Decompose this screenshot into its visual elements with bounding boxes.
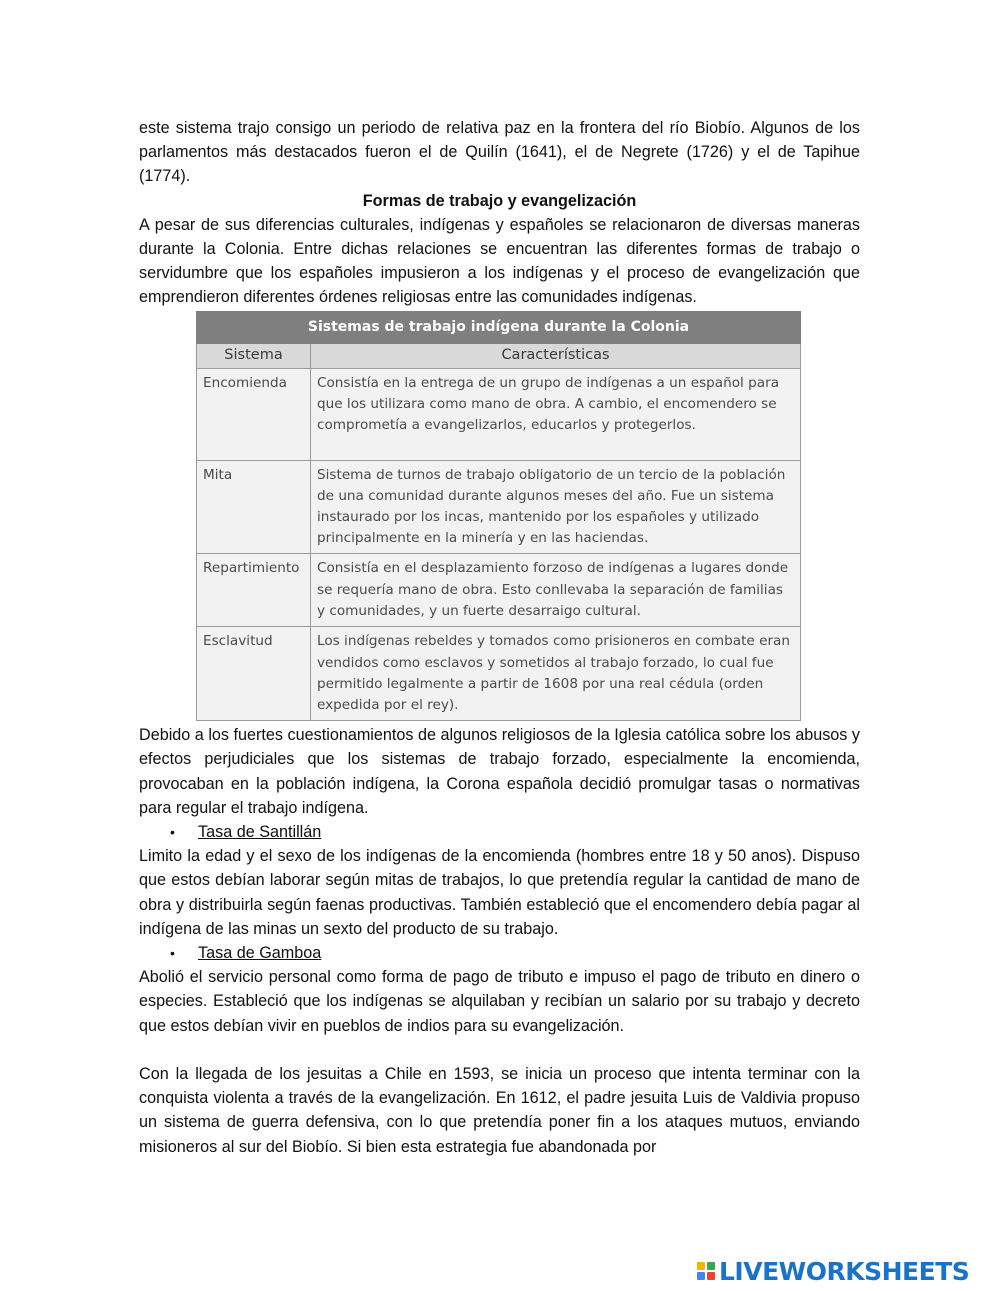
column-header-features: Características: [311, 343, 801, 368]
description-cell: Sistema de turnos de trabajo obligatorio de un tercio de la población de una comunidad durante algunos meses del año. Fue un sistema instaurado por los incas, mantenido por los españoles y utilizado principalmente en la minería y en las haciendas.: [311, 460, 801, 554]
table-title: Sistemas de trabajo indígena durante la Colonia: [197, 311, 801, 343]
system-cell: Mita: [197, 460, 311, 554]
spacer: [139, 1038, 860, 1062]
santillan-paragraph: Limito la edad y el sexo de los indígenas de la encomienda (hombres entre 18 y 50 anos). Dispuso que estos debían laborar según mitas de trabajos, lo que pretendía regular la cantidad de mano de obra y distribuirla según faenas productivas. También estableció que el encomendero debía pagar al indígena de las minas un sexto del producto de su trabajo.: [139, 847, 860, 938]
system-cell: Repartimiento: [197, 554, 311, 627]
logo-square-icon: [697, 1262, 705, 1270]
paragraph-2: Debido a los fuertes cuestionamientos de algunos religiosos de la Iglesia católica sobre los abusos y efectos perjudiciales que los sistemas de trabajo forzado, especialmente la encomienda, provocaban en la población indígena, la Corona española decidió promulgar tasas o normativas para regular el trabajo indígena.: [139, 726, 860, 817]
document-page: [139, 116, 860, 1159]
logo-mark-icon: [697, 1262, 715, 1280]
labor-systems-table: [196, 311, 801, 722]
liveworksheets-logo[interactable]: [697, 1256, 969, 1286]
system-cell: Encomienda: [197, 368, 311, 460]
table-row: [197, 460, 801, 554]
bullet-item-gamboa: [139, 941, 860, 965]
logo-square-icon: [707, 1272, 715, 1280]
bullet-icon: •: [170, 945, 175, 962]
section-heading: Formas de trabajo y evangelización: [362, 191, 637, 210]
bullet-label-gamboa: Tasa de Gamboa: [198, 944, 322, 963]
paragraph-3: Con la llegada de los jesuitas a Chile en 1593, se inicia un proceso que intenta terminar con la conquista violenta a través de la evangelización. En 1612, el padre jesuita Luis de Valdivia propuso un sistema de guerra defensiva, con lo que pretendía poner fin a los ataques mutuos, enviando misioneros al sur del Biobío. Si bien esta estrategia fue abandonada por: [139, 1065, 860, 1156]
table-row: [197, 554, 801, 627]
table-row: [197, 627, 801, 721]
logo-text: LIVEWORKSHEETS: [719, 1256, 970, 1286]
gamboa-paragraph: Abolió el servicio personal como forma de pago de tributo e impuso el pago de tributo en dinero o especies. Estableció que los indígenas se alquilaban y recibían un salario por su trabajo y decreto que estos debían vivir en pueblos de indios para su evangelización.: [139, 968, 860, 1035]
logo-square-icon: [697, 1272, 705, 1280]
description-cell: Consistía en la entrega de un grupo de indígenas a un español para que los utilizara como mano de obra. A cambio, el encomendero se comprometía a evangelizarlos, educarlos y protegerlos.: [311, 368, 801, 460]
description-cell: Consistía en el desplazamiento forzoso de indígenas a lugares donde se requería mano de obra. Esto conllevaba la separación de familias y comunidades, y un fuerte desarraigo cultural.: [311, 554, 801, 627]
bullet-label-santillan: Tasa de Santillán: [198, 823, 322, 842]
system-cell: Esclavitud: [197, 627, 311, 721]
table-row: [197, 368, 801, 460]
column-header-system: Sistema: [197, 343, 311, 368]
logo-square-icon: [707, 1262, 715, 1270]
intro-paragraph: este sistema trajo consigo un periodo de relativa paz en la frontera del río Biobío. Algunos de los parlamentos más destacados fueron el de Quilín (1641), el de Negrete (1726) y el de Tapihue (1774).: [139, 119, 860, 186]
paragraph-1: A pesar de sus diferencias culturales, indígenas y españoles se relacionaron de diversas maneras durante la Colonia. Entre dichas relaciones se encuentran las diferentes formas de trabajo o servidumbre que los españoles impusieron a los indígenas y el proceso de evangelización que emprendieron diferentes órdenes religiosas entre las comunidades indígenas.: [139, 215, 860, 307]
bullet-item-santillan: [139, 820, 860, 844]
bullet-icon: •: [170, 824, 175, 841]
description-cell: Los indígenas rebeldes y tomados como prisioneros en combate eran vendidos como esclavos y sometidos al trabajo forzado, lo cual fue permitido legalmente a partir de 1608 por una real cédula (orden expedida por el rey).: [311, 627, 801, 721]
